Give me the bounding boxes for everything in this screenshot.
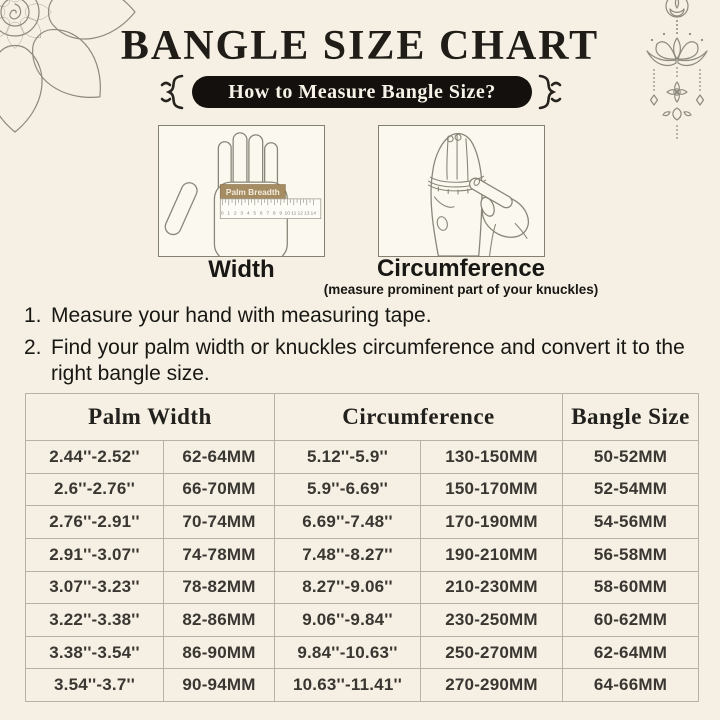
table-cell: 10.63''-11.41'' — [275, 669, 421, 702]
table-row — [26, 506, 699, 539]
page-title: BANGLE SIZE CHART — [120, 23, 600, 69]
table-cell: 3.38''-3.54'' — [26, 636, 164, 669]
flourish-icon — [535, 73, 563, 111]
svg-text:12: 12 — [297, 211, 304, 217]
table-cell: 7.48''-8.27'' — [275, 538, 421, 571]
width-caption: Width — [208, 256, 275, 283]
svg-text:3: 3 — [240, 211, 244, 217]
table-cell: 3.54''-3.7'' — [26, 669, 164, 702]
ruler-numbers — [221, 211, 316, 217]
table-cell: 70-74MM — [164, 506, 275, 539]
table-cell: 8.27''-9.06'' — [275, 571, 421, 604]
table-row — [26, 571, 699, 604]
width-illustration-box — [158, 125, 325, 257]
tape-label: Palm Breadth — [225, 186, 280, 197]
table-cell: 2.76''-2.91'' — [26, 506, 164, 539]
svg-text:11: 11 — [291, 211, 297, 217]
svg-text:7: 7 — [266, 211, 270, 217]
svg-text:0: 0 — [220, 211, 224, 217]
svg-text:13: 13 — [304, 211, 310, 217]
table-row — [26, 538, 699, 571]
table-cell: 86-90MM — [164, 636, 275, 669]
table-cell: 3.22''-3.38'' — [26, 604, 164, 637]
circumference-caption — [321, 256, 601, 297]
header-bangle-size: Bangle Size — [563, 394, 699, 441]
table-cell: 78-82MM — [164, 571, 275, 604]
table-cell: 210-230MM — [421, 571, 563, 604]
table-cell: 5.12''-5.9'' — [275, 441, 421, 474]
svg-text:9: 9 — [279, 211, 283, 217]
table-cell: 2.6''-2.76'' — [26, 473, 164, 506]
svg-text:5: 5 — [253, 211, 257, 217]
knuckle-circumference-hands-illustration — [379, 126, 544, 256]
table-cell: 9.84''-10.63'' — [275, 636, 421, 669]
palm-width-hand-illustration — [159, 126, 324, 256]
table-cell: 6.69''-7.48'' — [275, 506, 421, 539]
flourish-icon — [159, 73, 187, 111]
instruction-text: Find your palm width or knuckles circumference and convert it to the right bangle size. — [51, 335, 685, 385]
table-cell: 5.9''-6.69'' — [275, 473, 421, 506]
table-cell: 2.91''-3.07'' — [26, 538, 164, 571]
table-cell: 52-54MM — [563, 473, 699, 506]
table-cell: 50-52MM — [563, 441, 699, 474]
svg-text:6: 6 — [259, 211, 263, 217]
table-row — [26, 441, 699, 474]
table-cell: 62-64MM — [563, 636, 699, 669]
table-cell: 190-210MM — [421, 538, 563, 571]
table-cell: 9.06''-9.84'' — [275, 604, 421, 637]
svg-text:14: 14 — [310, 211, 317, 217]
table-row — [26, 669, 699, 702]
instruction-text: Measure your hand with measuring tape. — [51, 304, 432, 327]
table-cell: 58-60MM — [563, 571, 699, 604]
table-header-row — [26, 394, 699, 441]
table-cell: 170-190MM — [421, 506, 563, 539]
table-row — [26, 473, 699, 506]
table-row — [26, 604, 699, 637]
table-cell: 82-86MM — [164, 604, 275, 637]
how-to-measure-badge: How to Measure Bangle Size? — [192, 76, 532, 108]
header-circumference: Circumference — [275, 394, 563, 441]
table-cell: 64-66MM — [563, 669, 699, 702]
circumference-illustration-box — [378, 125, 545, 257]
table-cell: 150-170MM — [421, 473, 563, 506]
instruction-item — [24, 335, 700, 388]
svg-text:4: 4 — [246, 211, 250, 217]
header-palm-width: Palm Width — [26, 394, 275, 441]
table-cell: 56-58MM — [563, 538, 699, 571]
instruction-item — [24, 303, 700, 330]
instruction-number: 2. — [24, 335, 42, 359]
circumference-caption-note: (measure prominent part of your knuckles) — [323, 282, 599, 297]
table-cell: 3.07''-3.23'' — [26, 571, 164, 604]
table-cell: 54-56MM — [563, 506, 699, 539]
bangle-size-table — [25, 393, 699, 702]
circumference-caption-title: Circumference — [376, 255, 546, 282]
table-cell: 230-250MM — [421, 604, 563, 637]
table-cell: 90-94MM — [164, 669, 275, 702]
svg-text:10: 10 — [284, 211, 291, 217]
svg-text:8: 8 — [272, 211, 276, 217]
table-cell: 60-62MM — [563, 604, 699, 637]
svg-text:1: 1 — [227, 211, 231, 217]
instructions-list — [24, 303, 700, 393]
table-row — [26, 636, 699, 669]
table-cell: 250-270MM — [421, 636, 563, 669]
instruction-number: 1. — [24, 304, 42, 327]
table-cell: 130-150MM — [421, 441, 563, 474]
table-cell: 2.44''-2.52'' — [26, 441, 164, 474]
table-cell: 270-290MM — [421, 669, 563, 702]
svg-text:2: 2 — [233, 211, 237, 217]
table-cell: 62-64MM — [164, 441, 275, 474]
table-cell: 74-78MM — [164, 538, 275, 571]
table-cell: 66-70MM — [164, 473, 275, 506]
